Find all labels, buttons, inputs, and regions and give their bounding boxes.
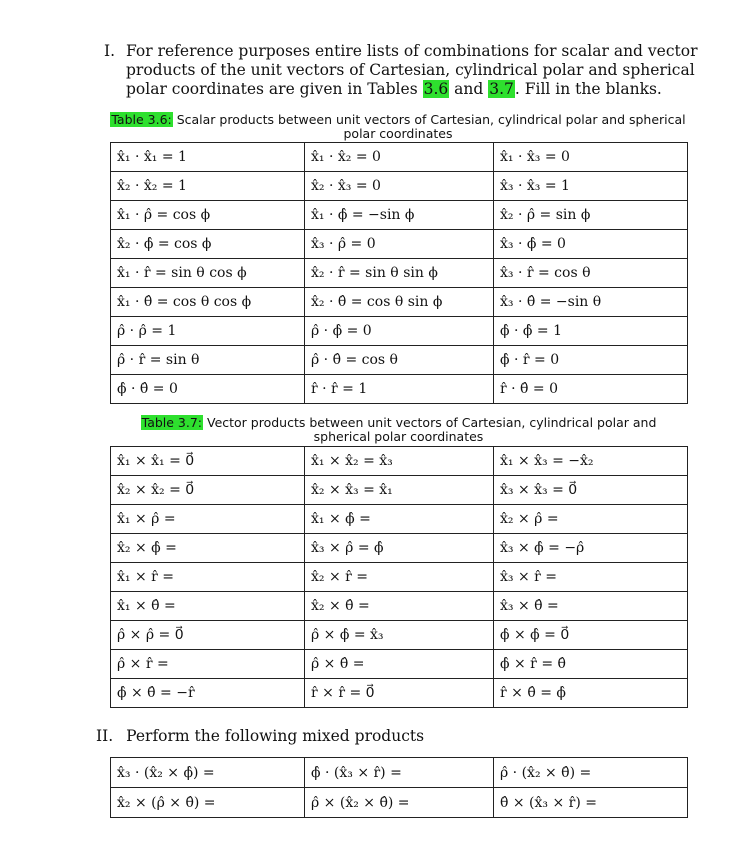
table-row [111, 679, 688, 708]
table-cell: ρ̂ · r̂ = sin θ [111, 346, 305, 375]
table-cell: x̂₃ · ϕ̂ = 0 [494, 230, 688, 259]
table-cell: x̂₃ × ρ̂ = ϕ̂ [305, 534, 494, 563]
table-row [111, 288, 688, 317]
section1-number: I. [104, 42, 116, 60]
table-cell: ρ̂ · ρ̂ = 1 [111, 317, 305, 346]
table-cell: x̂₂ × ρ̂ = [494, 505, 688, 534]
table-cell: x̂₁ · x̂₁ = 1 [111, 143, 305, 172]
table-cell: x̂₂ · x̂₂ = 1 [111, 172, 305, 201]
table-cell: x̂₁ · ϕ̂ = −sin ϕ [305, 201, 494, 230]
table-cell: x̂₁ · ρ̂ = cos ϕ [111, 201, 305, 230]
table-cell: x̂₁ · θ̂ = cos θ cos ϕ [111, 288, 305, 317]
table-cell: r̂ × θ̂ = ϕ̂ [494, 679, 688, 708]
table-cell: ρ̂ × ϕ̂ = x̂₃ [305, 621, 494, 650]
table-row [111, 650, 688, 679]
table-cell: ϕ̂ × θ̂ = −r̂ [111, 679, 305, 708]
intro-line-2: products of the unit vectors of Cartesian, cylindrical polar and spherical [126, 61, 695, 79]
table-cell: ϕ̂ · θ̂ = 0 [111, 375, 305, 404]
table37-caption-line1: Vector products between unit vectors of Cartesian, cylindrical polar and [203, 415, 657, 430]
table-row [111, 317, 688, 346]
table-cell: x̂₂ · x̂₃ = 0 [305, 172, 494, 201]
table-cell: r̂ · θ̂ = 0 [494, 375, 688, 404]
table-cell: x̂₁ × x̂₂ = x̂₃ [305, 447, 494, 476]
table-row [111, 534, 688, 563]
table-cell: ϕ̂ · (x̂₃ × r̂) = [305, 758, 494, 788]
table-cell: x̂₂ × r̂ = [305, 563, 494, 592]
intro-line-3-end: . Fill in the blanks. [514, 80, 662, 98]
table-cell: x̂₂ × ϕ̂ = [111, 534, 305, 563]
table37-caption [110, 416, 687, 444]
table-cell: x̂₁ × x̂₃ = −x̂₂ [494, 447, 688, 476]
table-cell: ρ̂ × ρ̂ = 0⃗ [111, 621, 305, 650]
table-cell: x̂₁ · r̂ = sin θ cos ϕ [111, 259, 305, 288]
section2-title: Perform the following mixed products [126, 727, 425, 745]
table-ref-3-7[interactable]: 3.7 [489, 80, 514, 98]
table-row [111, 259, 688, 288]
table36-label: Table 3.6: [111, 112, 172, 127]
table-row [111, 758, 688, 788]
table-cell: x̂₂ × θ̂ = [305, 592, 494, 621]
table-cell: ρ̂ × r̂ = [111, 650, 305, 679]
table-row [111, 621, 688, 650]
section2-number: II. [96, 727, 114, 745]
table-cell: ρ̂ × (x̂₂ × θ̂) = [305, 788, 494, 818]
table-cell: x̂₃ · r̂ = cos θ [494, 259, 688, 288]
table-cell: x̂₃ · (x̂₂ × ϕ̂) = [111, 758, 305, 788]
table-row [111, 447, 688, 476]
mixed-products-table [110, 757, 688, 818]
table-cell: ϕ̂ × ϕ̂ = 0⃗ [494, 621, 688, 650]
intro-line-3-start: polar coordinates are given in Tables [126, 80, 423, 98]
table-cell: ϕ̂ × r̂ = θ̂ [494, 650, 688, 679]
table-cell: x̂₂ · r̂ = sin θ sin ϕ [305, 259, 494, 288]
table-cell: x̂₁ × θ̂ = [111, 592, 305, 621]
table37-label: Table 3.7: [141, 415, 203, 430]
table-cell: x̂₃ · ρ̂ = 0 [305, 230, 494, 259]
table-row [111, 505, 688, 534]
intro-line-3-mid: and [449, 80, 489, 98]
table-cell: x̂₁ · x̂₃ = 0 [494, 143, 688, 172]
table-row [111, 201, 688, 230]
table-row [111, 346, 688, 375]
table-row [111, 143, 688, 172]
table-cell: r̂ · r̂ = 1 [305, 375, 494, 404]
table-cell: x̂₁ × r̂ = [111, 563, 305, 592]
table-cell: x̂₂ · ρ̂ = sin ϕ [494, 201, 688, 230]
table36-caption-line1: Scalar products between unit vectors of Cartesian, cylindrical polar and spherical [172, 112, 686, 127]
table-cell: ρ̂ × θ̂ = [305, 650, 494, 679]
table-row [111, 230, 688, 259]
table-row [111, 476, 688, 505]
table-cell: x̂₂ · ϕ̂ = cos ϕ [111, 230, 305, 259]
table37-caption-line2: spherical polar coordinates [313, 429, 484, 444]
table36 [110, 142, 688, 404]
table37 [110, 446, 688, 708]
table-cell: x̂₂ × (ρ̂ × θ̂) = [111, 788, 305, 818]
table-cell: x̂₃ × ϕ̂ = −ρ̂ [494, 534, 688, 563]
table-cell: x̂₂ × x̂₂ = 0⃗ [111, 476, 305, 505]
table-cell: x̂₃ × θ̂ = [494, 592, 688, 621]
table-cell: ρ̂ · (x̂₂ × θ̂) = [494, 758, 688, 788]
table-row [111, 563, 688, 592]
intro-line-3 [126, 80, 704, 99]
table36-caption-line2: polar coordinates [343, 126, 453, 141]
intro-line-1: For reference purposes entire lists of combinations for scalar and vector [126, 42, 698, 60]
table-cell: ϕ̂ · ϕ̂ = 1 [494, 317, 688, 346]
table-cell: ϕ̂ · r̂ = 0 [494, 346, 688, 375]
table-cell: x̂₁ × x̂₁ = 0⃗ [111, 447, 305, 476]
table36-caption [100, 113, 696, 141]
table-cell: x̂₃ × r̂ = [494, 563, 688, 592]
table-cell: x̂₁ × ϕ̂ = [305, 505, 494, 534]
table-cell: x̂₁ × ρ̂ = [111, 505, 305, 534]
table-cell: ρ̂ · θ̂ = cos θ [305, 346, 494, 375]
table-cell: θ̂ × (x̂₃ × r̂) = [494, 788, 688, 818]
table-ref-3-6[interactable]: 3.6 [423, 80, 449, 98]
table-row [111, 788, 688, 818]
table-cell: x̂₃ × x̂₃ = 0⃗ [494, 476, 688, 505]
table-cell: x̂₃ · x̂₃ = 1 [494, 172, 688, 201]
table-cell: r̂ × r̂ = 0⃗ [305, 679, 494, 708]
table-row [111, 592, 688, 621]
table-cell: x̂₁ · x̂₂ = 0 [305, 143, 494, 172]
intro-paragraph [104, 42, 704, 99]
section2-heading [96, 727, 424, 745]
table-cell: x̂₂ × x̂₃ = x̂₁ [305, 476, 494, 505]
table-cell: x̂₂ · θ̂ = cos θ sin ϕ [305, 288, 494, 317]
table-row [111, 375, 688, 404]
table-row [111, 172, 688, 201]
table-cell: ρ̂ · ϕ̂ = 0 [305, 317, 494, 346]
table-cell: x̂₃ · θ̂ = −sin θ [494, 288, 688, 317]
